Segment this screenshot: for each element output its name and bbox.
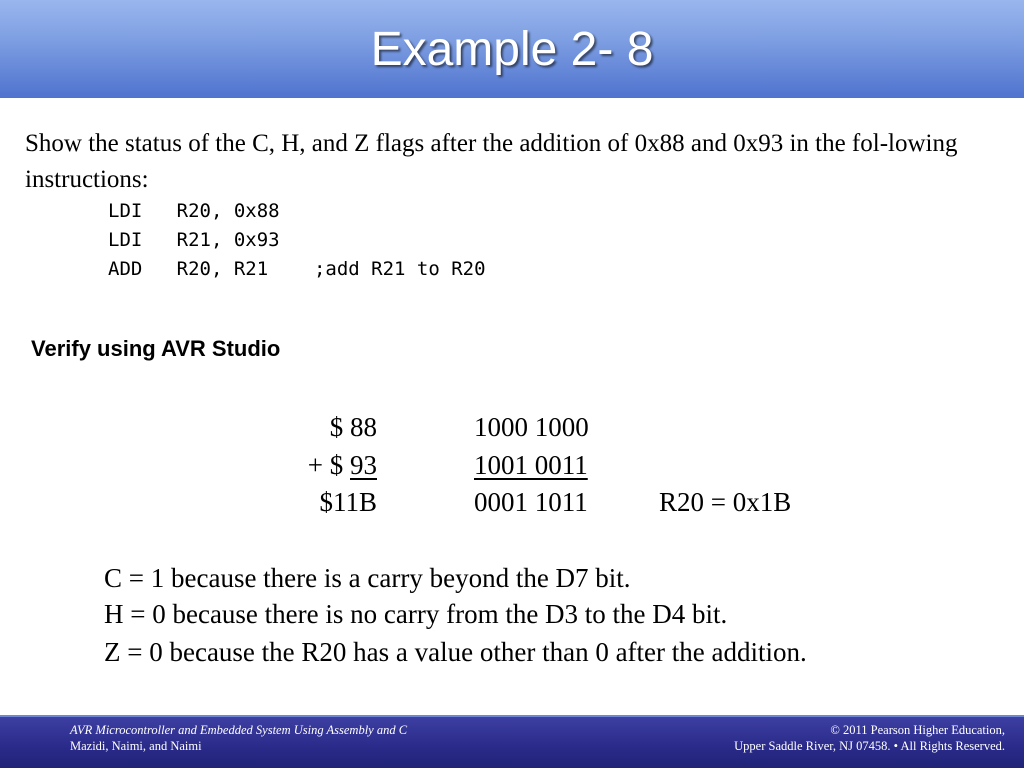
code-operands: R20, R21 xyxy=(176,258,269,280)
footer-book-title: AVR Microcontroller and Embedded System Using Assembly and C xyxy=(70,723,408,737)
code-operands: R20, 0x88 xyxy=(176,200,280,222)
problem-statement: Show the status of the C, H, and Z flags after the addition of 0x88 and 0x93 in the fol-lowing instructions: xyxy=(25,130,958,193)
operand2-hex-row xyxy=(260,449,377,481)
code-comment: ;add R21 to R20 xyxy=(313,258,486,280)
code-mnemonic: ADD xyxy=(108,258,143,280)
zero-flag-explanation: Z = 0 because the R20 has a value other than 0 after the addition. xyxy=(104,637,807,667)
footer-copyright xyxy=(734,722,1005,754)
operand2-binary: 1001 0011 xyxy=(474,450,588,480)
sum-hex: $11B xyxy=(319,487,377,517)
footer-copyright-line: © 2011 Pearson Higher Education, xyxy=(830,723,1005,737)
sum-binary: 0001 1011 xyxy=(474,487,588,517)
code-mnemonic: LDI xyxy=(108,229,143,251)
carry-flag-explanation: C = 1 because there is a carry beyond the D7 bit. xyxy=(104,563,631,593)
footer-address: Upper Saddle River, NJ 07458. • All Rights Reserved. xyxy=(734,739,1005,753)
code-operands: R21, 0x93 xyxy=(176,229,280,251)
code-mnemonic: LDI xyxy=(108,200,143,222)
code-line-3 xyxy=(108,255,486,284)
result-register: R20 = 0x1B xyxy=(659,487,792,517)
operand1-binary: 1000 1000 xyxy=(474,412,589,442)
half-carry-flag-explanation: H = 0 because there is no carry from the D3 to the D4 bit. xyxy=(104,599,728,629)
operand2-hex: 93 xyxy=(350,450,377,480)
code-line-2 xyxy=(108,226,280,255)
verify-note: Verify using AVR Studio xyxy=(31,336,281,361)
footer-authors: Mazidi, Naimi, and Naimi xyxy=(70,739,202,753)
operand2-prefix: + $ xyxy=(307,450,350,480)
footer-citation xyxy=(70,722,407,754)
slide-title: Example 2- 8 xyxy=(370,23,654,76)
operand1-hex: $ 88 xyxy=(329,412,377,442)
code-line-1 xyxy=(108,197,280,226)
